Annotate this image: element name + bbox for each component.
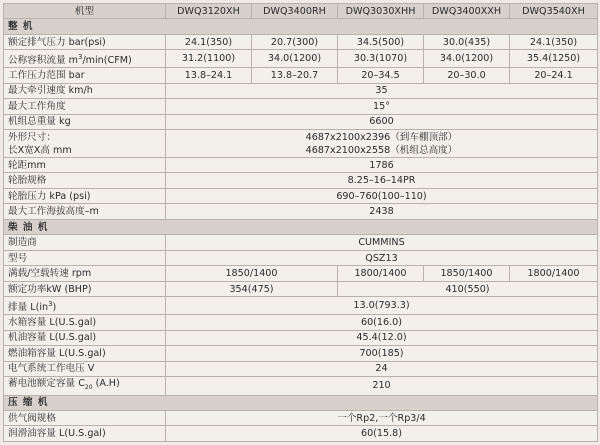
cell-value: QSZ13 xyxy=(166,250,598,265)
cell-value: 35.4(1250) xyxy=(510,50,598,68)
cell-value: 1850/1400 xyxy=(166,266,338,281)
row-label: 机油容量 L(U.S.gal) xyxy=(4,330,166,345)
cell-value: 20–34.5 xyxy=(338,68,424,83)
cell-value: 13.8–20.7 xyxy=(252,68,338,83)
section-row xyxy=(4,19,598,34)
label-line: 长X宽X高 mm xyxy=(8,144,72,156)
table-row xyxy=(4,130,598,158)
table-row xyxy=(4,83,598,98)
table-row xyxy=(4,361,598,376)
table-row xyxy=(4,188,598,203)
cell-value: 13.8–24.1 xyxy=(166,68,252,83)
section-title-compressor: 压 缩 机 xyxy=(4,395,598,410)
cell-value: 30.0(435) xyxy=(424,34,510,49)
cell-value: CUMMINS xyxy=(166,235,598,250)
spec-table xyxy=(3,3,598,442)
cell-value: 45.4(12.0) xyxy=(166,330,598,345)
table-row xyxy=(4,315,598,330)
label-line: 外形尺寸： xyxy=(8,131,56,143)
table-row xyxy=(4,346,598,361)
table-row xyxy=(4,68,598,83)
label-text: 公称容积流量 m xyxy=(8,54,78,66)
row-label: 额定排气压力 bar(psi) xyxy=(4,34,166,49)
row-label: 最大牵引速度 km/h xyxy=(4,83,166,98)
cell-value: 1786 xyxy=(166,157,598,172)
cell-value: 690–760(100–110) xyxy=(166,188,598,203)
row-label: 型号 xyxy=(4,250,166,265)
model-header: DWQ3030XHH xyxy=(338,4,424,19)
row-label: 最大工作角度 xyxy=(4,99,166,114)
cell-value: 410(550) xyxy=(338,281,598,296)
label-text: (A.H) xyxy=(92,378,120,390)
header-label: 机型 xyxy=(4,4,166,19)
row-label: 轮距mm xyxy=(4,157,166,172)
cell-value: 20–24.1 xyxy=(510,68,598,83)
cell-value: 700(185) xyxy=(166,346,598,361)
section-title-whole: 整 机 xyxy=(4,19,598,34)
model-header: DWQ3540XH xyxy=(510,4,598,19)
cell-value: 60(15.8) xyxy=(166,426,598,442)
table-row xyxy=(4,330,598,345)
row-label: 水箱容量 L(U.S.gal) xyxy=(4,315,166,330)
section-row xyxy=(4,395,598,410)
table-row xyxy=(4,377,598,395)
row-label: 满载/空载转速 rpm xyxy=(4,266,166,281)
cell-value: 34.0(1200) xyxy=(424,50,510,68)
cell-value: 24 xyxy=(166,361,598,376)
label-text: 蓄电池额定容量 C xyxy=(8,378,85,390)
cell-value: 15° xyxy=(166,99,598,114)
value-line: 4687x2100x2558（机组总高度） xyxy=(305,144,458,156)
model-header: DWQ3400RH xyxy=(252,4,338,19)
label-sub: 20 xyxy=(84,384,93,392)
table-row xyxy=(4,266,598,281)
cell-value: 20–30.0 xyxy=(424,68,510,83)
row-label: 供气阀规格 xyxy=(4,410,166,425)
section-row xyxy=(4,219,598,234)
value-line: 4687x2100x2396（到车棚顶部） xyxy=(305,131,458,143)
label-text: ) xyxy=(52,301,57,313)
row-label: 制造商 xyxy=(4,235,166,250)
table-row xyxy=(4,204,598,219)
cell-value: 一个Rp2,一个Rp3/4 xyxy=(166,410,598,425)
row-label: 机组总重量 kg xyxy=(4,114,166,129)
row-label xyxy=(4,50,166,68)
table-row xyxy=(4,99,598,114)
cell-value: 6600 xyxy=(166,114,598,129)
table-row xyxy=(4,114,598,129)
cell-value: 1800/1400 xyxy=(510,266,598,281)
table-row xyxy=(4,297,598,315)
row-label: 工作压力范围 bar xyxy=(4,68,166,83)
cell-value: 354(475) xyxy=(166,281,338,296)
label-sup: 3 xyxy=(48,299,53,308)
cell-value: 31.2(1100) xyxy=(166,50,252,68)
cell-value: 8.25–16–14PR xyxy=(166,173,598,188)
section-title-diesel: 柴 油 机 xyxy=(4,219,598,234)
table-row xyxy=(4,50,598,68)
table-row xyxy=(4,173,598,188)
cell-value: 34.5(500) xyxy=(338,34,424,49)
row-label: 轮胎规格 xyxy=(4,173,166,188)
model-header: DWQ3120XH xyxy=(166,4,252,19)
cell-value: 35 xyxy=(166,83,598,98)
cell-value: 60(16.0) xyxy=(166,315,598,330)
row-label: 电气系统工作电压 V xyxy=(4,361,166,376)
label-text: 排量 L(in xyxy=(8,301,49,313)
cell-value: 34.0(1200) xyxy=(252,50,338,68)
label-text: /min(CFM) xyxy=(82,54,132,66)
table-row xyxy=(4,157,598,172)
row-label xyxy=(4,130,166,158)
cell-value: 2438 xyxy=(166,204,598,219)
cell-value: 1800/1400 xyxy=(338,266,424,281)
row-label: 燃油箱容量 L(U.S.gal) xyxy=(4,346,166,361)
cell-value: 210 xyxy=(166,377,598,395)
cell-value: 24.1(350) xyxy=(166,34,252,49)
model-header: DWQ3400XXH xyxy=(424,4,510,19)
table-row xyxy=(4,410,598,425)
row-label: 额定功率kW (BHP) xyxy=(4,281,166,296)
cell-value: 20.7(300) xyxy=(252,34,338,49)
cell-value: 1850/1400 xyxy=(424,266,510,281)
row-label xyxy=(4,377,166,395)
row-label: 轮胎压力 kPa (psi) xyxy=(4,188,166,203)
label-sup: 3 xyxy=(77,52,83,61)
row-label: 润滑油容量 L(U.S.gal) xyxy=(4,426,166,442)
table-row xyxy=(4,250,598,265)
table-row xyxy=(4,281,598,296)
cell-value: 30.3(1070) xyxy=(338,50,424,68)
cell-value: 13.0(793.3) xyxy=(166,297,598,315)
row-label xyxy=(4,297,166,315)
table-row xyxy=(4,426,598,442)
table-row xyxy=(4,235,598,250)
header-row xyxy=(4,4,598,19)
cell-value xyxy=(166,130,598,158)
cell-value: 24.1(350) xyxy=(510,34,598,49)
table-row xyxy=(4,34,598,49)
row-label: 最大工作海拔高度–m xyxy=(4,204,166,219)
